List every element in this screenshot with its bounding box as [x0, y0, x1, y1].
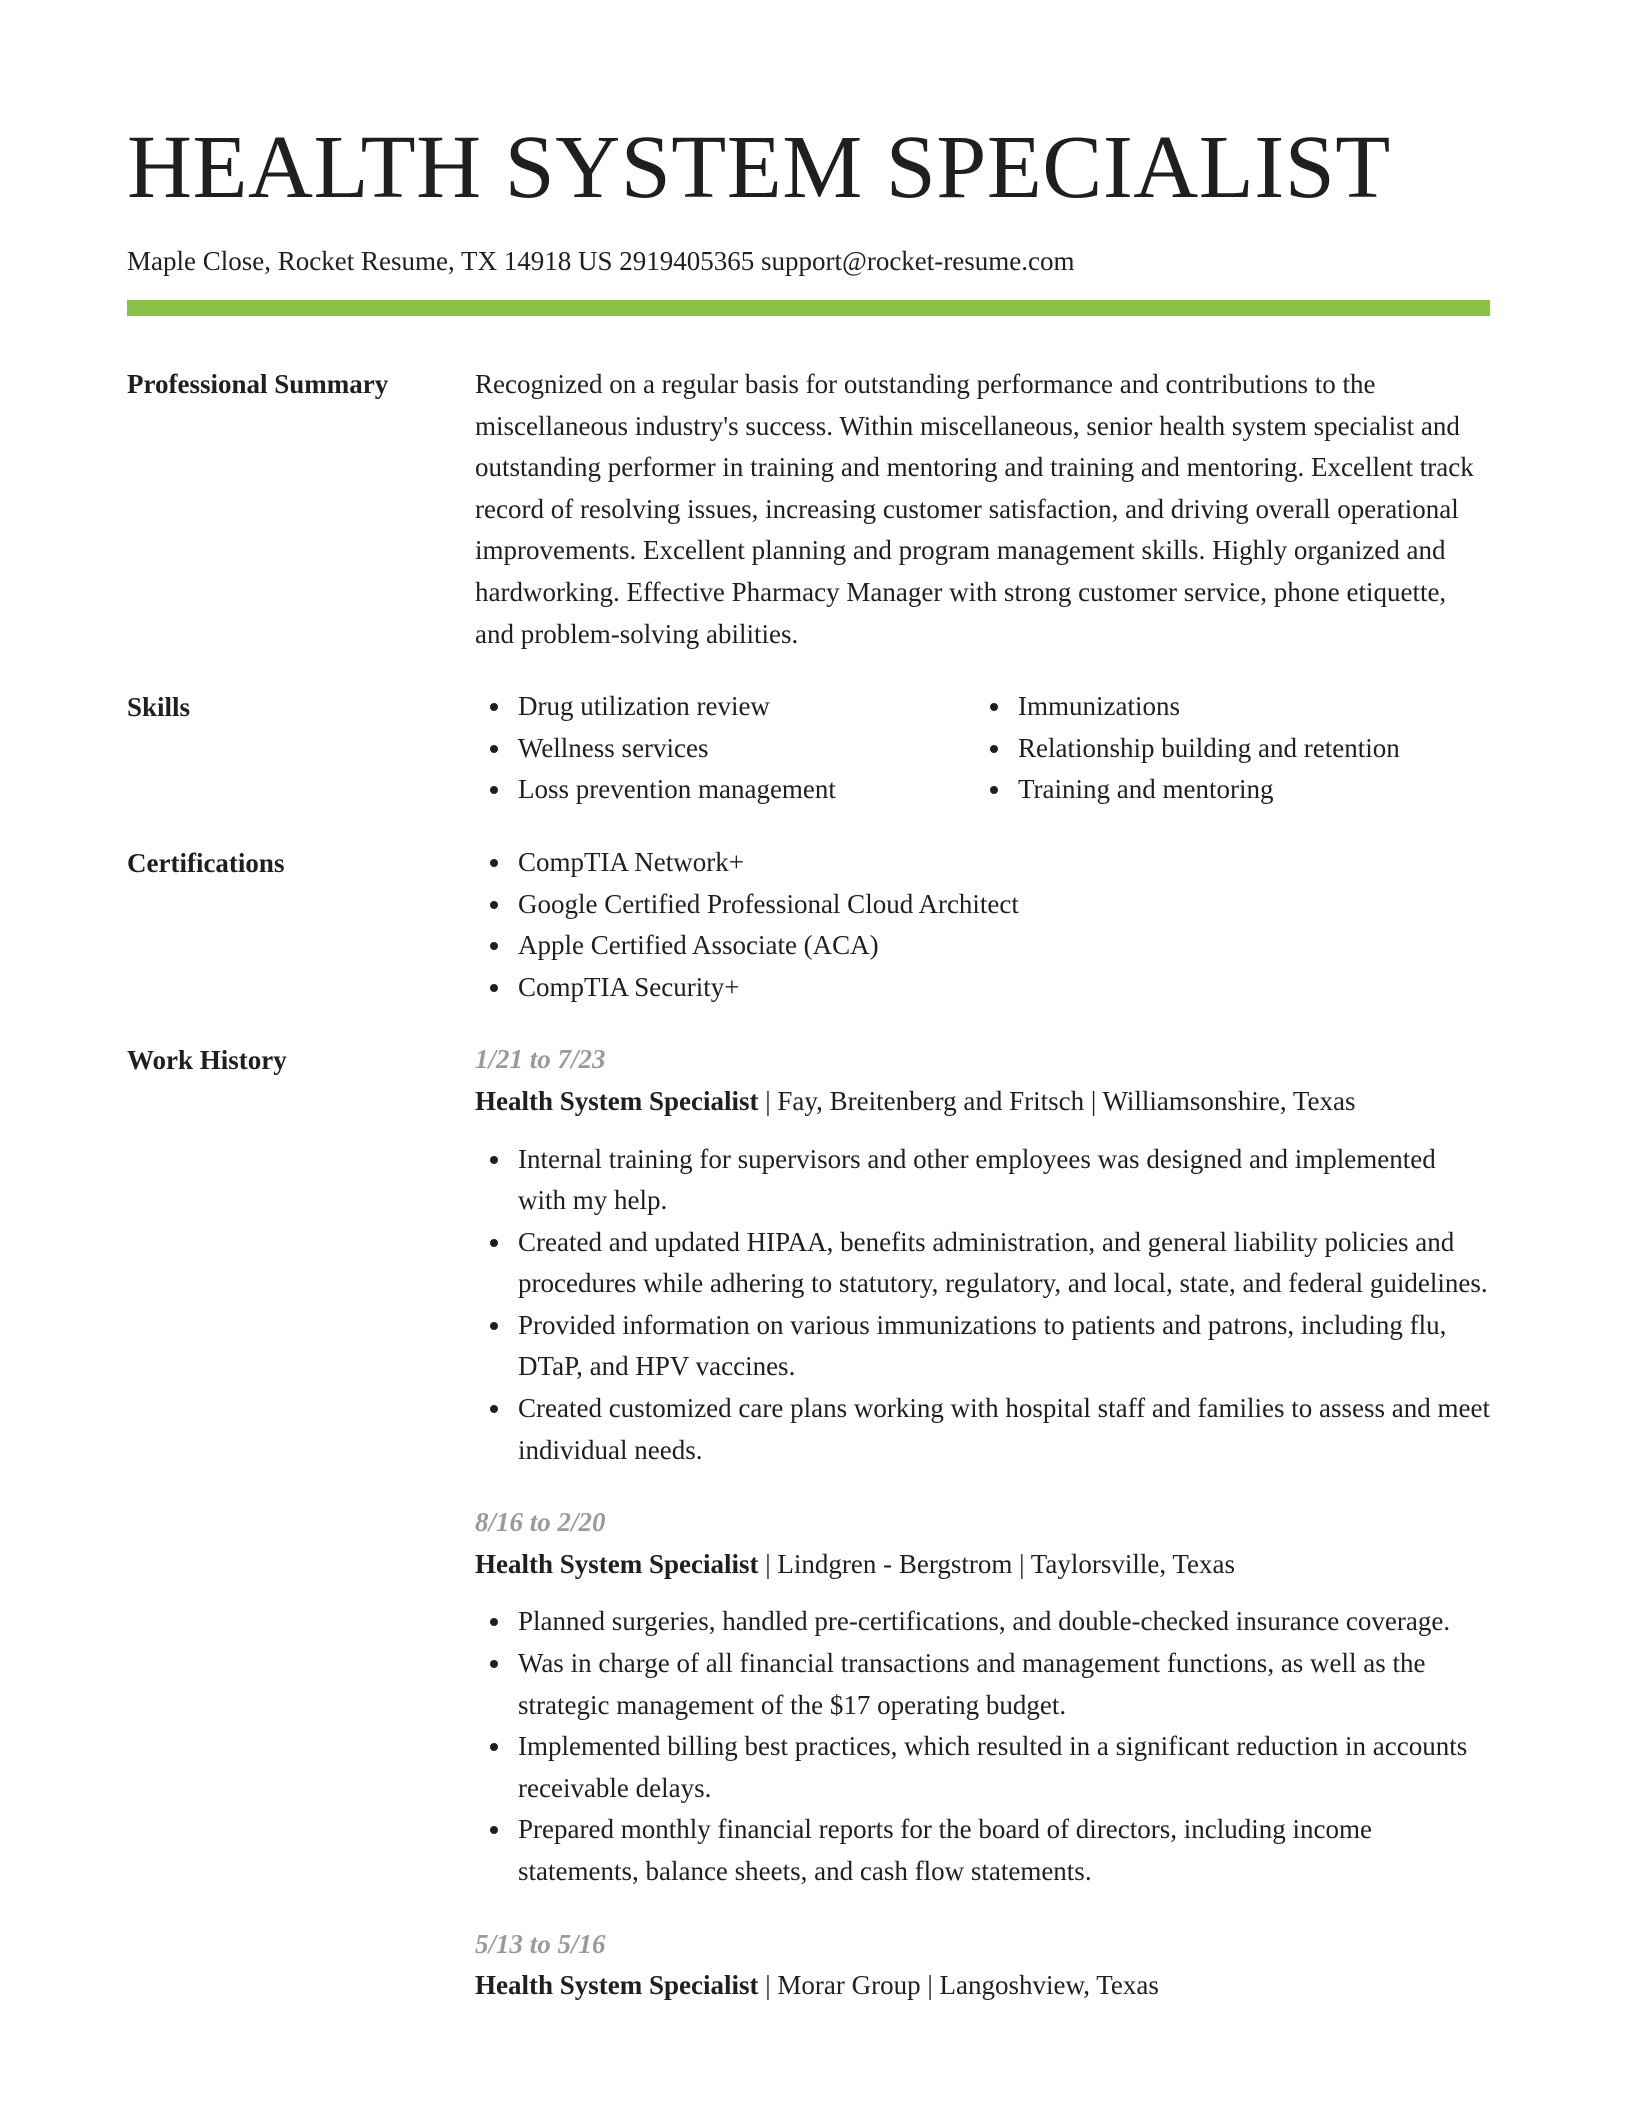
- section-label-skills: Skills: [127, 692, 191, 723]
- certification-item: CompTIA Network+: [518, 842, 1490, 884]
- accent-divider: [127, 300, 1490, 316]
- job-entry: [475, 1502, 1490, 1892]
- section-label-certifications: Certifications: [127, 847, 285, 878]
- certification-item: CompTIA Security+: [518, 967, 1490, 1009]
- work-history-body: [475, 1039, 1490, 2006]
- job-bullets: [475, 1601, 1490, 1892]
- job-bullet: Provided information on various immunizations to patients and patrons, including flu, DTaP, and HPV vaccines.: [518, 1305, 1490, 1388]
- section-label-work-history: Work History: [127, 1045, 287, 1076]
- skills-list-left: [475, 686, 975, 811]
- skill-item: Relationship building and retention: [1018, 728, 1490, 770]
- job-title: Health System Specialist: [475, 1548, 759, 1579]
- job-title: Health System Specialist: [475, 1970, 759, 2001]
- job-heading: [475, 1544, 1490, 1586]
- job-entry: [475, 1039, 1490, 1471]
- resume-page: [127, 118, 1490, 2007]
- job-company-location: | Fay, Breitenberg and Fritsch | Williamsonshire, Texas: [758, 1085, 1356, 1116]
- section-label-summary: Professional Summary: [127, 369, 389, 399]
- job-company-location: | Lindgren - Bergstrom | Taylorsville, Texas: [758, 1548, 1235, 1579]
- skills-section: [127, 686, 1490, 811]
- job-heading: [475, 1965, 1490, 2007]
- job-dates: 1/21 to 7/23: [475, 1044, 606, 1075]
- skill-item: Immunizations: [1018, 686, 1490, 728]
- job-title: Health System Specialist: [475, 1085, 759, 1116]
- resume-title: HEALTH SYSTEM SPECIALIST: [127, 118, 1391, 217]
- skills-grid: [475, 686, 1490, 811]
- work-history-section: [127, 1039, 1490, 2006]
- job-bullet: Was in charge of all financial transactions and management functions, as well as the strategic management of the $17 operating budget.: [518, 1643, 1490, 1726]
- job-bullets: [475, 1139, 1490, 1472]
- skill-item: Drug utilization review: [518, 686, 975, 728]
- job-bullet: Planned surgeries, handled pre-certifications, and double-checked insurance coverage.: [518, 1601, 1490, 1643]
- skill-item: Loss prevention management: [518, 769, 975, 811]
- job-entry: [475, 1924, 1490, 2007]
- job-company-location: | Morar Group | Langoshview, Texas: [758, 1970, 1159, 2001]
- job-heading: [475, 1081, 1490, 1123]
- job-bullet: Created customized care plans working with hospital staff and families to assess and meet individual needs.: [518, 1388, 1490, 1471]
- job-bullet: Implemented billing best practices, which resulted in a significant reduction in accounts receivable delays.: [518, 1726, 1490, 1809]
- skills-list-right: [975, 686, 1490, 811]
- contact-line: Maple Close, Rocket Resume, TX 14918 US 2919405365 support@rocket-resume.com: [127, 246, 1075, 276]
- job-bullet: Created and updated HIPAA, benefits administration, and general liability policies and procedures while adhering to statutory, regulatory, and local, state, and federal guidelines.: [518, 1222, 1490, 1305]
- certification-item: Google Certified Professional Cloud Architect: [518, 884, 1490, 926]
- job-bullet: Prepared monthly financial reports for the board of directors, including income statements, balance sheets, and cash flow statements.: [518, 1809, 1490, 1892]
- summary-text: Recognized on a regular basis for outstanding performance and contributions to the miscellaneous industry's success. Within miscellaneous, senior health system specialist and outstanding performer in training and mentoring and training and mentoring. Excellent track record of resolving issues, increasing customer satisfaction, and driving overall operational improvements. Excellent planning and program management skills. Highly organized and hardworking. Effective Pharmacy Manager with strong customer service, phone etiquette, and problem-solving abilities.: [475, 369, 1474, 649]
- skill-item: Wellness services: [518, 728, 975, 770]
- skill-item: Training and mentoring: [1018, 769, 1490, 811]
- certifications-body: [475, 842, 1490, 1008]
- certifications-section: [127, 842, 1490, 1008]
- summary-section: [127, 364, 1490, 655]
- certification-item: Apple Certified Associate (ACA): [518, 925, 1490, 967]
- job-dates: 8/16 to 2/20: [475, 1507, 606, 1538]
- job-dates: 5/13 to 5/16: [475, 1928, 606, 1959]
- job-bullet: Internal training for supervisors and other employees was designed and implemented with my help.: [518, 1139, 1490, 1222]
- certifications-list: [475, 842, 1490, 1008]
